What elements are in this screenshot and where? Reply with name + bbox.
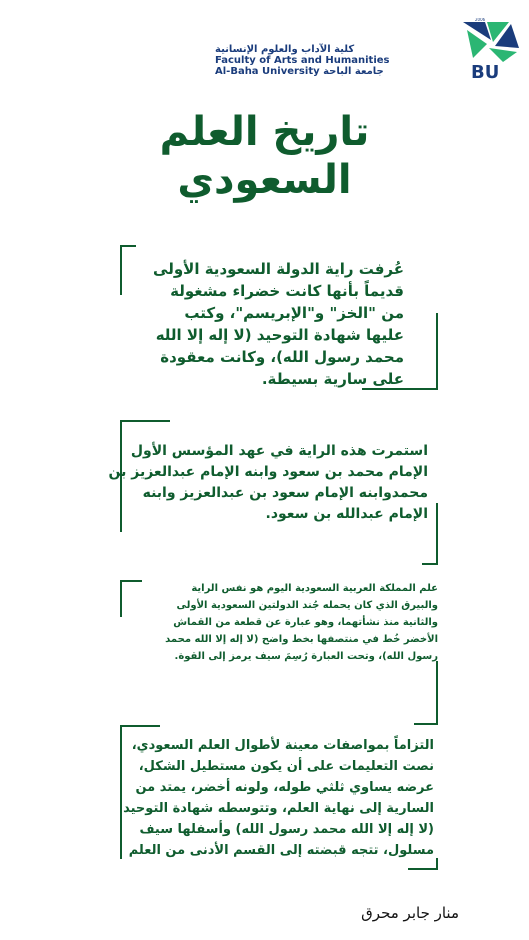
title-line-1: تاريخ العلم	[159, 109, 370, 155]
text-line: الإمام عبدالله بن سعود.	[265, 506, 428, 522]
university-logo	[191, 18, 521, 83]
text-line: عُرفت راية الدولة السعودية الأولى	[153, 260, 404, 278]
text-line: عرضه يساوي ثلثي طوله، ولونه أخضر، يمتد من	[135, 780, 434, 795]
university-name	[215, 44, 455, 77]
text-line: مسلول، تتجه قبضته إلى القسم الأدنى من العلم	[128, 843, 434, 858]
section-founder-era	[108, 420, 438, 565]
bracket-top-left	[120, 245, 136, 295]
text-line: من "الخز" و"الإبريسم"، وكتب	[184, 304, 404, 322]
text-line: قديماً بأنها كانت خضراء مشغولة	[170, 282, 404, 300]
text-line: والبيرق الذي كان يحمله جُند الدولتين السعودية الأولى	[176, 600, 438, 611]
text-line: التزاماً بمواصفات معينة لأطوال العلم السعودي،	[131, 738, 434, 753]
text-line: على سارية بسيطة.	[261, 370, 404, 388]
title-line-2: السعودي	[177, 157, 352, 203]
logo-year: 2006	[475, 18, 486, 22]
bracket-top-left	[120, 580, 142, 617]
text-line: نصت التعليمات على أن يكون مستطيل الشكل،	[138, 759, 434, 774]
section-text	[123, 735, 434, 861]
author-name: منار جابر محرق	[361, 904, 459, 922]
section-first-state-flag	[120, 245, 438, 390]
page-title	[0, 108, 529, 204]
logo-mark-text: BU	[471, 62, 500, 82]
text-line: محمد رسول الله)، وكانت معقودة	[160, 348, 404, 366]
text-line: علم المملكة العربية السعودية اليوم هو نفس الراية	[191, 583, 438, 594]
text-line: (لا إله إلا الله محمد رسول الله) وأسفلها سيف	[139, 822, 434, 837]
text-line: محمدوابنه الإمام سعود بن عبدالعزيز وابنه	[142, 485, 428, 501]
logo-line-arabic: كلية الآداب والعلوم الإنسانية	[215, 44, 355, 55]
text-line: والثانية منذ نشأتهما، وهو عبارة عن قطعة من القماش	[173, 617, 438, 628]
section-text	[165, 580, 438, 665]
section-text	[153, 258, 404, 390]
al-baha-university-logo-mark	[463, 18, 521, 82]
logo-line-university: Al-Baha University جامعة الباحة	[215, 66, 384, 77]
text-line: رسول الله)، وتحت العبارة رُسِمَ سيف يرمز إلى القوة.	[174, 651, 438, 662]
text-line: استمرت هذه الراية في عهد المؤسس الأول	[130, 443, 428, 459]
logo-line-english: Faculty of Arts and Humanities	[215, 55, 390, 66]
bracket-bottom-right	[414, 661, 438, 725]
text-line: السارية إلى نهاية العلم، وتتوسطه شهادة التوحيد	[123, 801, 434, 816]
text-line: الأخضر خُط في منتصفها بخط واضح (لا إله إلا الله محمد	[165, 634, 438, 645]
text-line: عليها شهادة التوحيد (لا إله إلا الله	[155, 326, 404, 344]
section-current-flag	[120, 580, 438, 725]
text-line: الإمام محمد بن سعود وابنه الإمام عبدالعزيز بن	[108, 464, 428, 480]
section-text	[109, 441, 428, 525]
section-flag-specifications	[120, 725, 438, 870]
